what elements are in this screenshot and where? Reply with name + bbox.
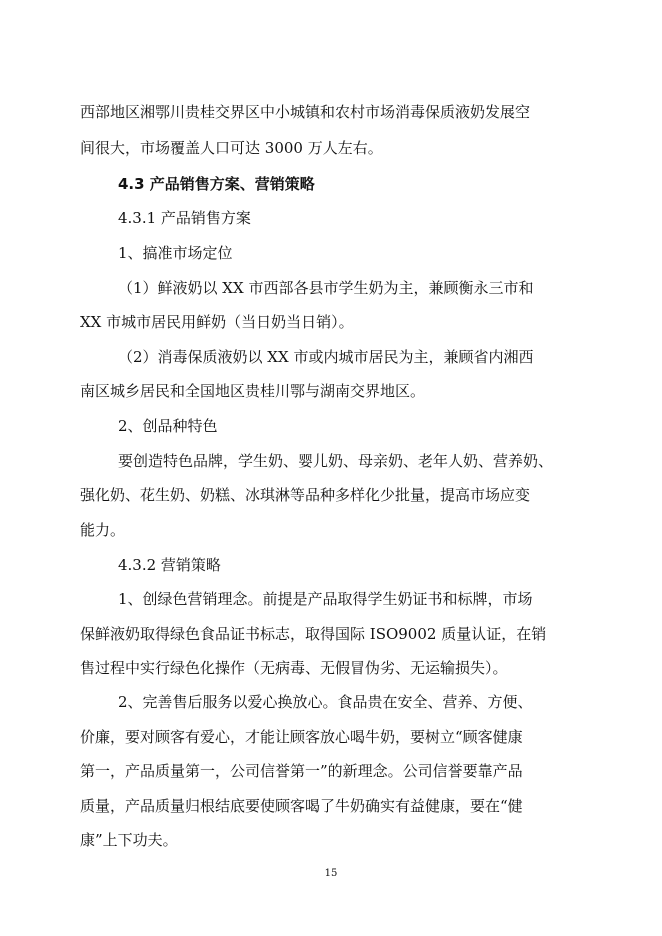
body-text-line: 强化奶、花生奶、奶糕、冰琪淋等品种多样化少批量，提高市场应变 [80, 486, 531, 504]
body-text-line: 2、完善售后服务以爱心换放心。食品贵在安全、营养、方便、 [118, 693, 533, 711]
body-text-line: 保鲜液奶取得绿色食品证书标志，取得国际 ISO9002 质量认证，在销 [80, 625, 547, 643]
body-text-line: 售过程中实行绿色化操作（无病毒、无假冒伪劣、无运输损失）。 [80, 659, 508, 677]
body-text-line: 价廉，要对顾客有爱心，才能让顾客放心喝牛奶，要树立“顾客健康 [80, 728, 523, 746]
body-text-line: 质量，产品质量归根结底要使顾客喝了牛奶确实有益健康，要在“健 [80, 797, 523, 815]
body-text-line: 间很大，市场覆盖人口可达 3000 万人左右。 [80, 139, 383, 157]
body-text-line: 西部地区湘鄂川贵桂交界区中小城镇和农村市场消毒保质液奶发展空 [80, 103, 531, 121]
body-text-line: 1、搞准市场定位 [118, 244, 233, 262]
subsection-heading: 4.3.1 产品销售方案 [118, 209, 251, 227]
body-text-line: 第一，产品质量第一，公司信誉第一”的新理念。公司信誉要靠产品 [80, 762, 523, 780]
page-number: 15 [324, 868, 338, 879]
body-text-line: 能力。 [80, 521, 126, 539]
body-text-line: 1、创绿色营销理念。前提是产品取得学生奶证书和标牌，市场 [118, 590, 533, 608]
subsection-heading: 4.3.2 营销策略 [118, 556, 221, 574]
body-text-line: 要创造特色品牌，学生奶、婴儿奶、母亲奶、老年人奶、营养奶、 [118, 452, 554, 470]
body-text-line: （2）消毒保质液奶以 XX 市或内城市居民为主，兼顾省内湘西 [118, 348, 534, 366]
body-text-line: 2、创品种特色 [118, 417, 218, 435]
body-text-line: XX 市城市居民用鲜奶（当日奶当日销）。 [80, 313, 354, 331]
body-text-line: 南区城乡居民和全国地区贵桂川鄂与湖南交界地区。 [80, 382, 426, 400]
body-text-line: 康”上下功夫。 [80, 831, 178, 849]
section-heading: 4.3 产品销售方案、营销策略 [118, 175, 315, 193]
body-text-line: （1）鲜液奶以 XX 市西部各县市学生奶为主，兼顾衡永三市和 [118, 279, 534, 297]
